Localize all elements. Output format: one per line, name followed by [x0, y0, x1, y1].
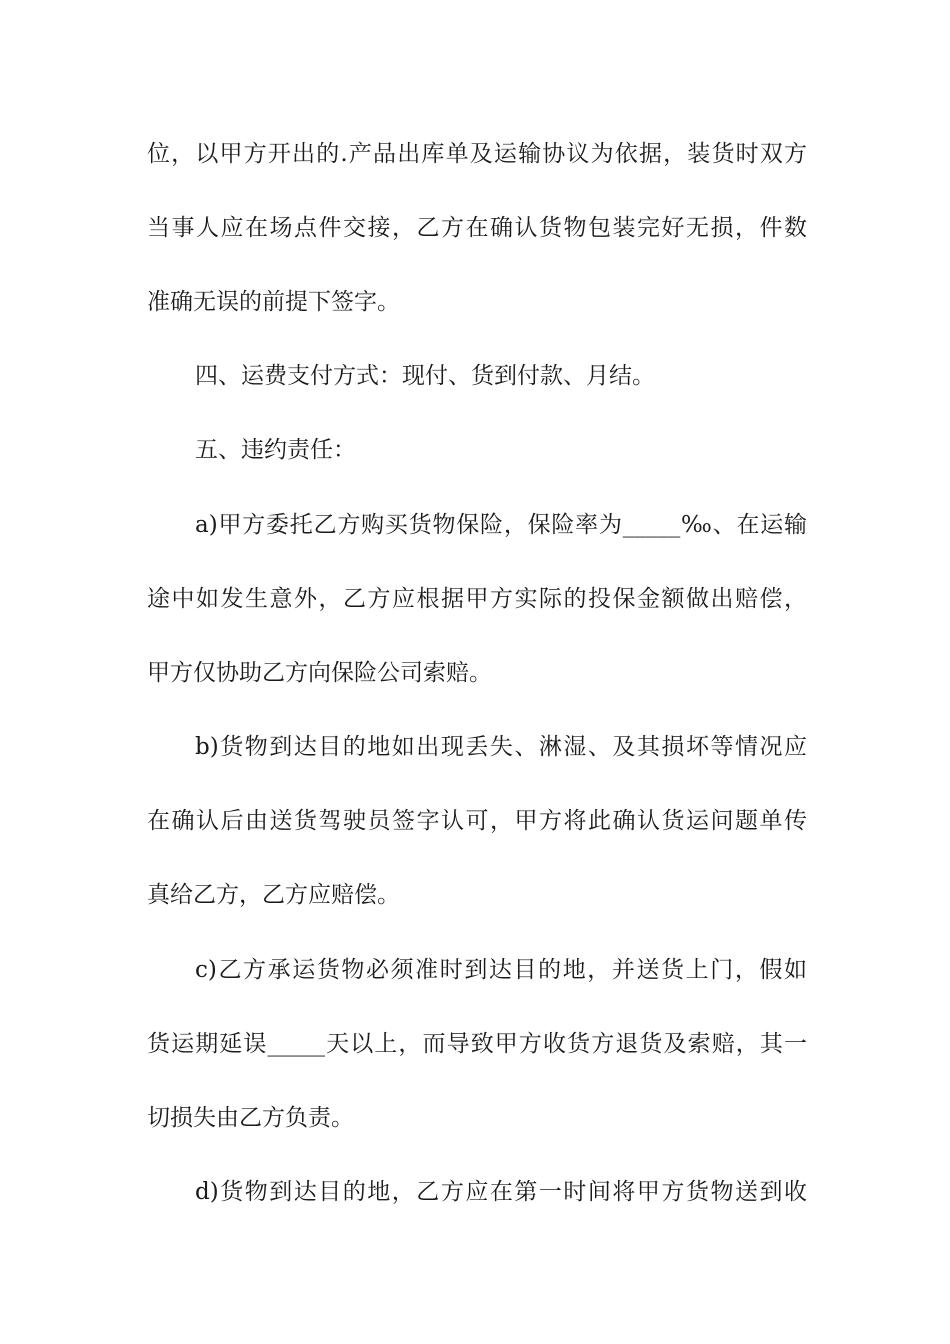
section-four-payment: 四、运费支付方式：现付、货到付款、月结。: [195, 363, 655, 389]
clause-b-line-3: 真给乙方，乙方应赔偿。: [147, 882, 400, 908]
text-line-3: 准确无误的前提下签字。: [147, 289, 400, 315]
text-line-2: 当事人应在场点件交接，乙方在确认货物包装完好无损，件数: [147, 215, 807, 241]
clause-a-line-1: a)甲方委托乙方购买货物保险，保险率为_____‰、在运输: [195, 512, 807, 538]
clause-c-line-1: c)乙方承运货物必须准时到达目的地，并送货上门，假如: [195, 957, 807, 983]
clause-c-line-2: 货运期延误_____天以上，而导致甲方收货方退货及索赔，其一: [147, 1031, 807, 1057]
clause-a-line-3: 甲方仅协助乙方向保险公司索赔。: [147, 660, 492, 686]
clause-a-line-2: 途中如发生意外，乙方应根据甲方实际的投保金额做出赔偿，: [147, 586, 807, 612]
text-line-1: 位，以甲方开出的.产品出库单及运输协议为依据，装货时双方: [147, 141, 807, 167]
clause-b-line-2: 在确认后由送货驾驶员签字认可，甲方将此确认货运问题单传: [147, 808, 807, 834]
clause-b-line-1: b)货物到达目的地如出现丢失、淋湿、及其损坏等情况应: [195, 734, 807, 760]
section-five-heading: 五、违约责任：: [195, 437, 356, 463]
clause-d-line-1: d)货物到达目的地，乙方应在第一时间将甲方货物送到收: [195, 1179, 807, 1205]
clause-c-line-3: 切损失由乙方负责。: [147, 1105, 354, 1131]
